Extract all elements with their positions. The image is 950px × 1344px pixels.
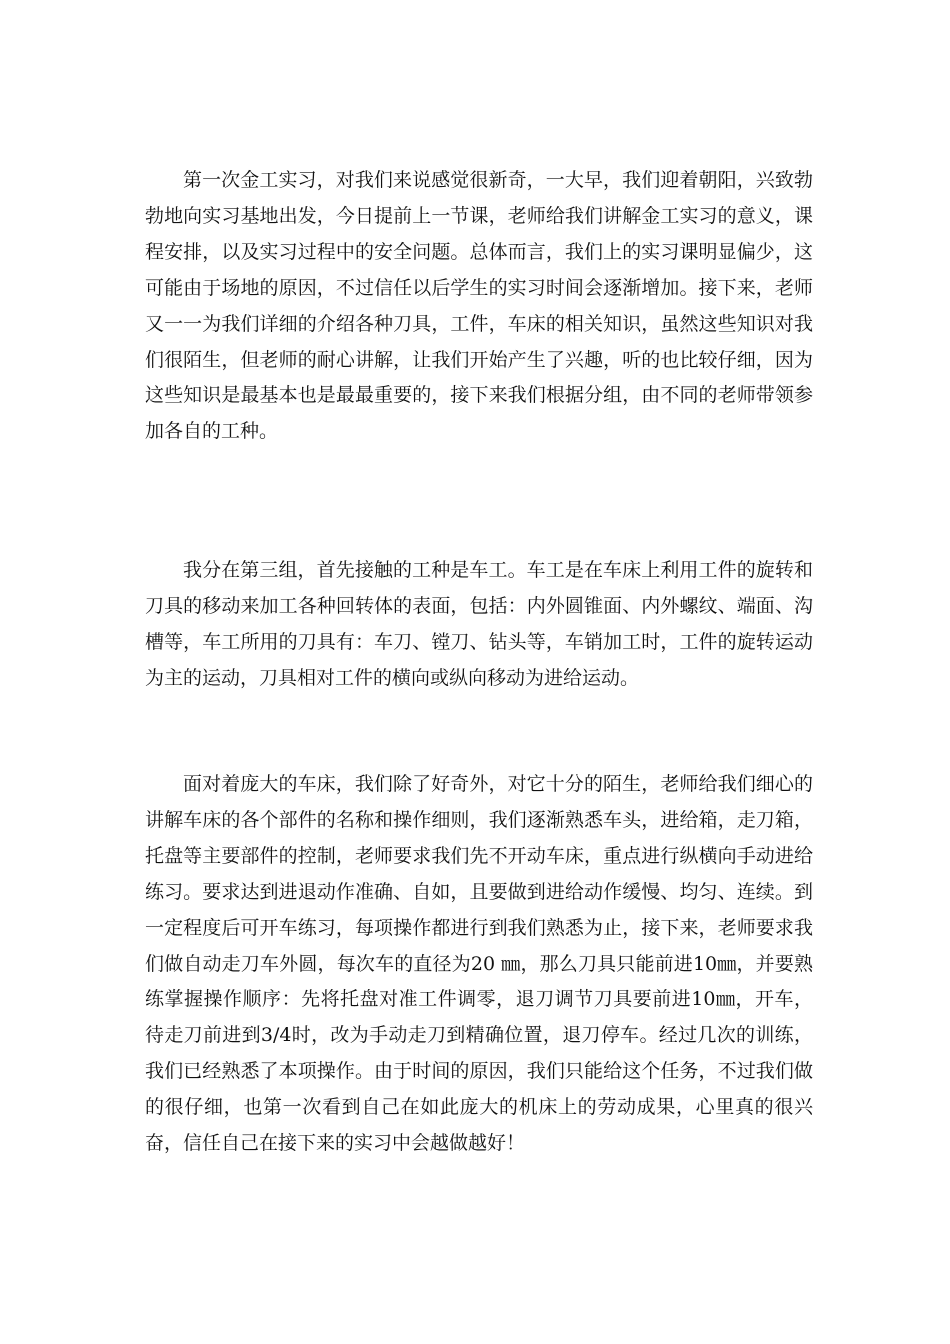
paragraph-3: 面对着庞大的车床，我们除了好奇外，对它十分的陌生，老师给我们细心的讲解车床的各个部件的名称和操作细则，我们逐渐熟悉车头，进给箱，走刀箱，托盘等主要部件的控制，老师要求我们先不开动车床，重点进行纵横向手动进给练习。要求达到进退动作准确、自如，且要做到进给动作缓慢、均匀、连续。到一定程度后可开车练习，每项操作都进行到我们熟悉为止，接下来，老师要求我们做自动走刀车外圆，每次车的直径为20 ㎜，那么刀具只能前进10㎜，并要熟练掌握操作顺序：先将托盘对准工件调零，退刀调节刀具要前进10㎜，开车，待走刀前进到3/4时，改为手动走刀到精确位置，退刀停车。经过几次的训练，我们已经熟悉了本项操作。由于时间的原因，我们只能给这个任务，不过我们做的很仔细，也第一次看到自己在如此庞大的机床上的劳动成果，心里真的很兴奋，信任自己在接下来的实习中会越做越好！ bbox=[145, 773, 813, 1155]
paragraph-2: 我分在第三组，首先接触的工种是车工。车工是在车床上利用工件的旋转和刀具的移动来加工各种回转体的表面，包括：内外圆锥面、内外螺纹、端面、沟槽等，车工所用的刀具有：车刀、镗刀、钻头等，车销加工时，工件的旋转运动为主的运动，刀具相对工件的横向或纵向移动为进给运动。 bbox=[145, 559, 813, 689]
paragraph-1: 第一次金工实习，对我们来说感觉很新奇，一大早，我们迎着朝阳，兴致勃勃地向实习基地出发，今日提前上一节课，老师给我们讲解金工实习的意义，课程安排，以及实习过程中的安全问题。总体而言，我们上的实习课明显偏少，这可能由于场地的原因，不过信任以后学生的实习时间会逐渐增加。接下来，老师又一一为我们详细的介绍各种刀具，工件，车床的相关知识，虽然这些知识对我们很陌生，但老师的耐心讲解，让我们开始产生了兴趣，听的也比较仔细，因为这些知识是最基本也是最最重要的，接下来我们根据分组，由不同的老师带领参加各自的工种。 bbox=[145, 169, 813, 443]
